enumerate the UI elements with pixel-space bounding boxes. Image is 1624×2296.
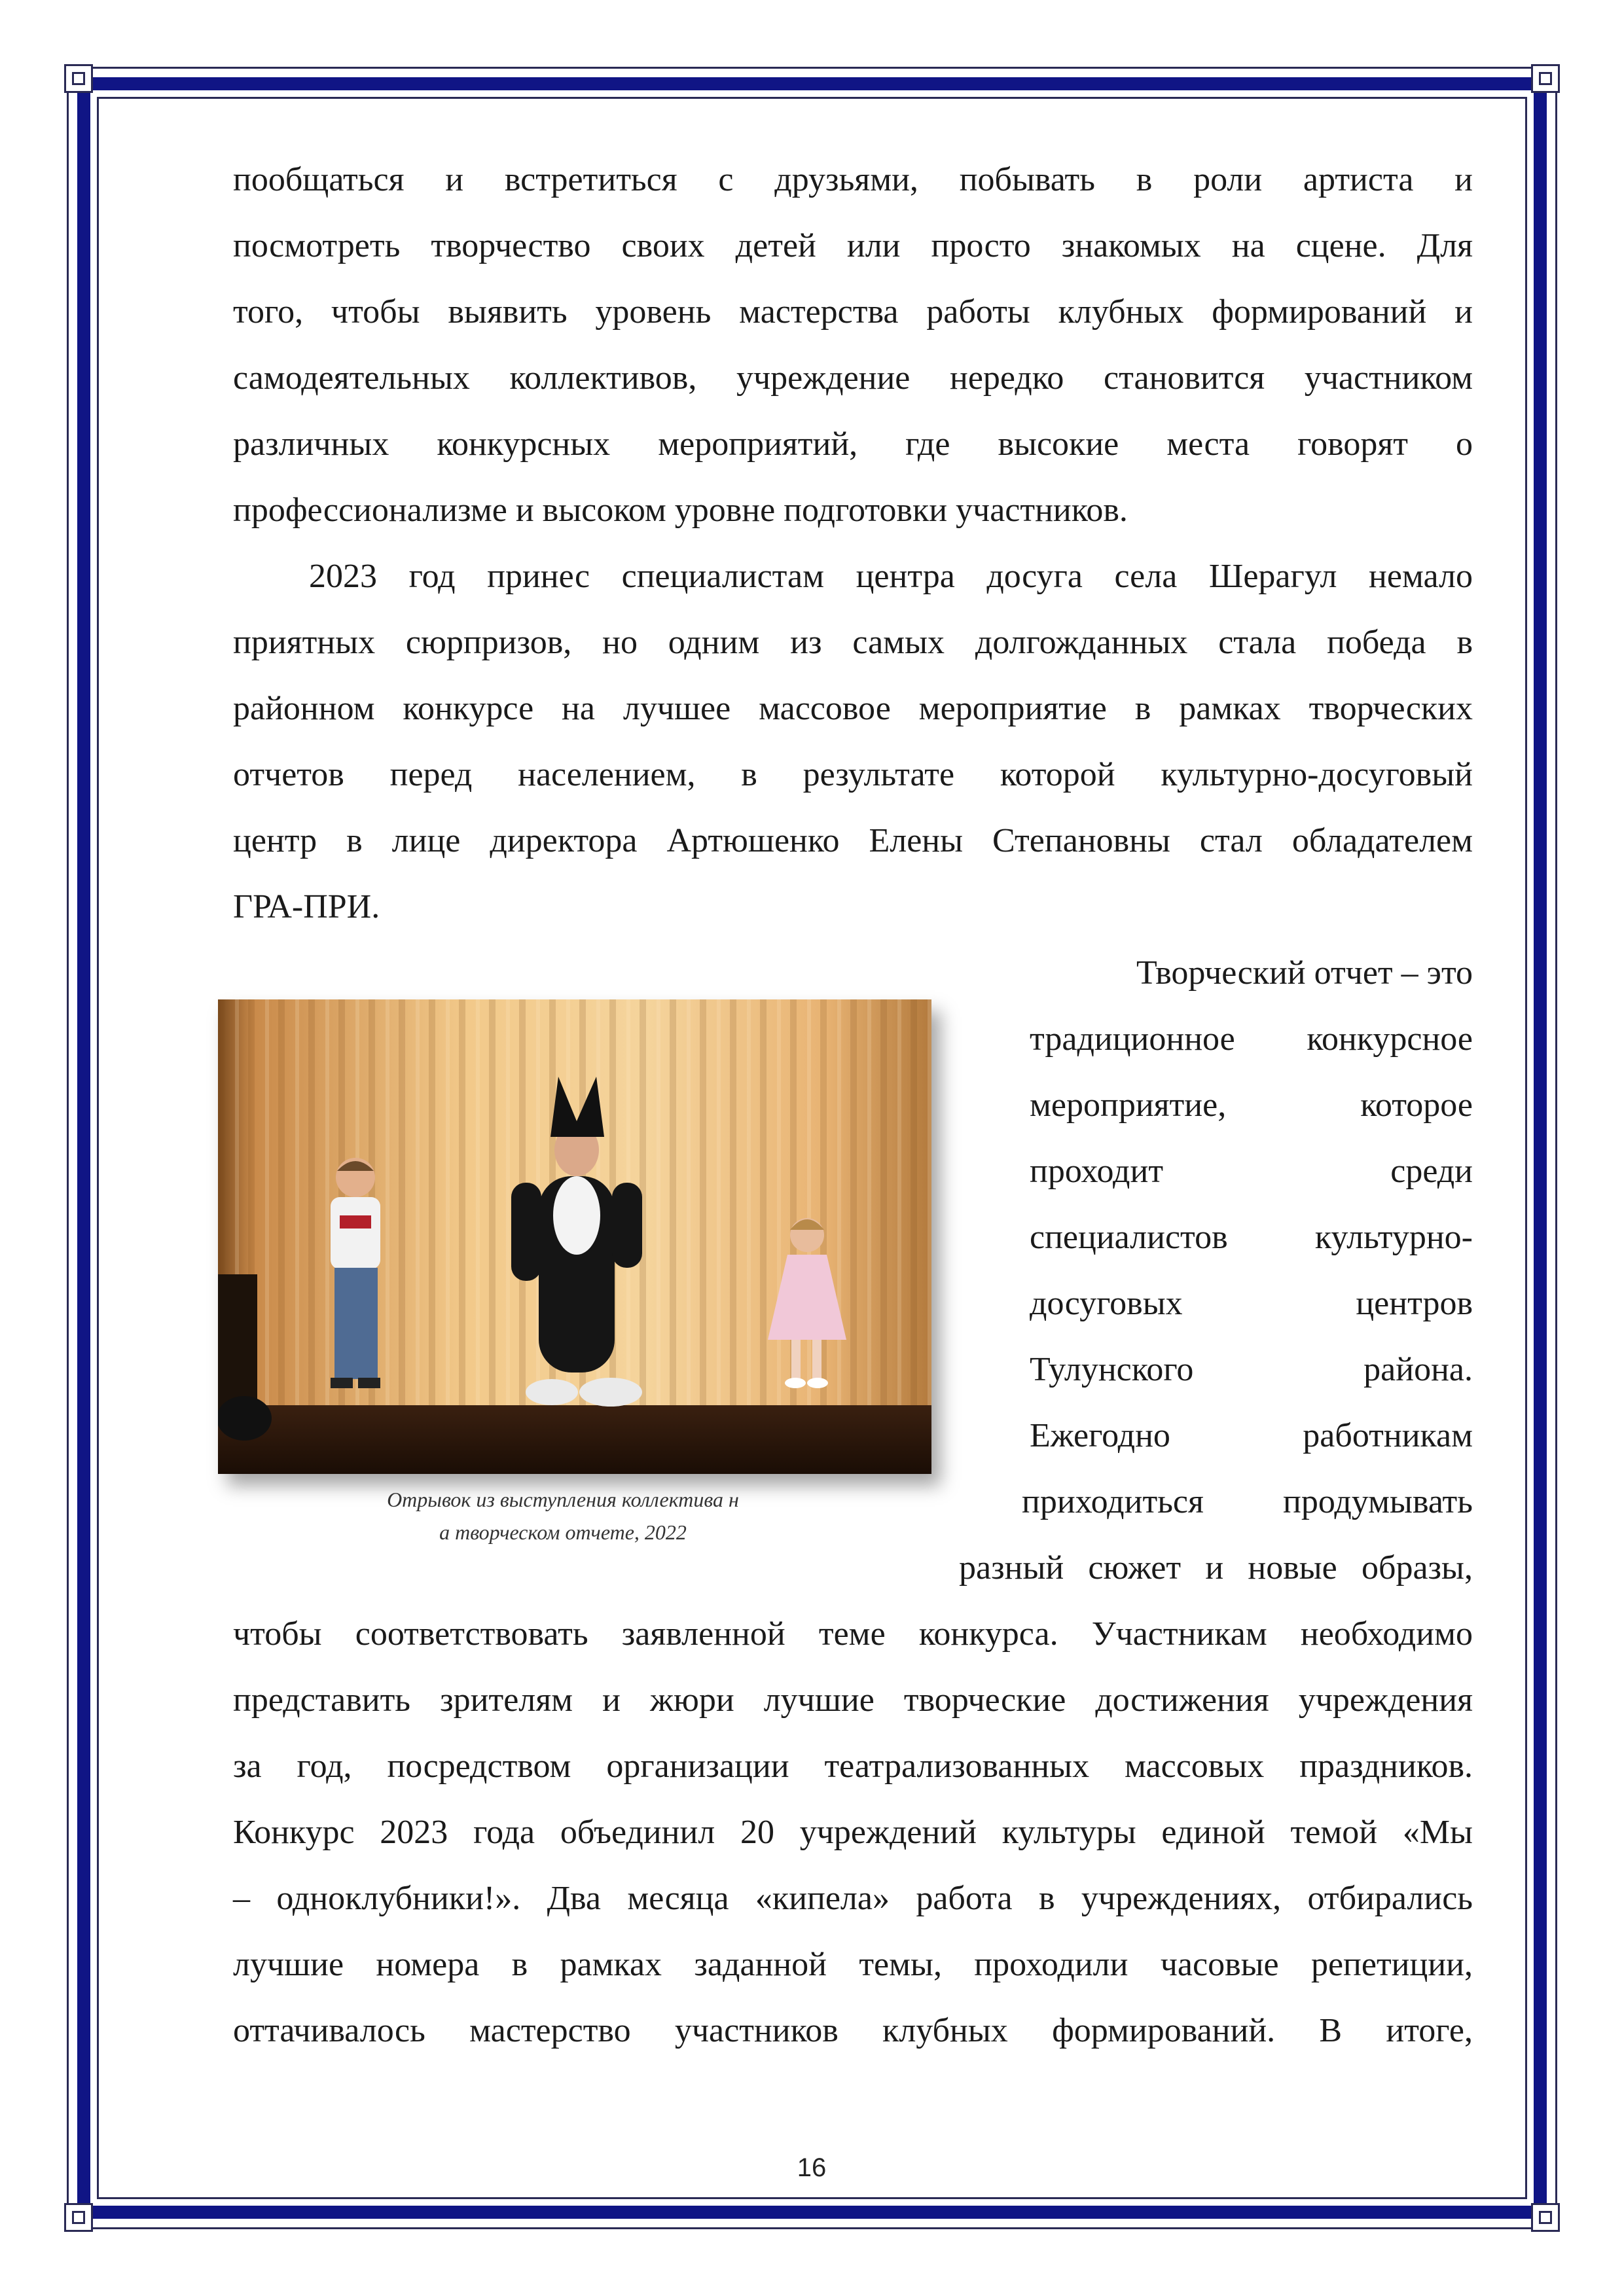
text-line: разный сюжет и новые образы, — [959, 1549, 1473, 1587]
stage-photo — [218, 999, 931, 1474]
text-line: за год, посредством организации театрализованных массовых праздников. — [233, 1748, 1473, 1785]
text-line: лучшие номера в рамках заданной темы, проходили часовые репетиции, — [233, 1946, 1473, 1983]
text-line: Тулунского района. — [1030, 1351, 1473, 1388]
text-line: самодеятельных коллективов, учреждение нередко становится участником — [233, 359, 1473, 397]
text-line: – одноклубники!». Два месяца «кипела» работа в учреждениях, отбирались — [233, 1880, 1473, 1917]
text-line: посмотреть творчество своих детей или просто знакомых на сцене. Для — [233, 227, 1473, 264]
corner-ornament — [1525, 58, 1566, 99]
text-line: досуговых центров — [1030, 1285, 1473, 1322]
text-line: оттачивалось мастерство участников клубных формирований. В итоге, — [233, 2012, 1473, 2049]
text-line: профессионализме и высоком уровне подготовки участников. — [233, 492, 1128, 529]
text-line: проходит среди — [1030, 1153, 1473, 1190]
text-line: пообщаться и встретиться с друзьями, побывать в роли артиста и — [233, 161, 1473, 198]
text-line: Творческий отчет – это — [1136, 954, 1473, 992]
text-line: приходиться продумывать — [1022, 1483, 1473, 1520]
text-line: традиционное конкурсное — [1030, 1020, 1473, 1058]
text-line: чтобы соответствовать заявленной теме конкурса. Участникам необходимо — [233, 1615, 1473, 1653]
text-line: того, чтобы выявить уровень мастерства работы клубных формирований и — [233, 293, 1473, 331]
text-line: центр в лице директора Артюшенко Елены Степановны стал обладателем — [233, 822, 1473, 859]
text-line: приятных сюрпризов, но одним из самых долгожданных стала победа в — [233, 624, 1473, 661]
text-line: Конкурс 2023 года объединил 20 учреждений культуры единой темой «Мы — [233, 1814, 1473, 1851]
text-line: Ежегодно работникам — [1030, 1417, 1473, 1454]
text-line: мероприятие, которое — [1030, 1086, 1473, 1124]
corner-ornament — [1525, 2197, 1566, 2238]
text-line: ГРА-ПРИ. — [233, 888, 380, 925]
text-line: представить зрителям и жюри лучшие творческие достижения учреждения — [233, 1681, 1473, 1719]
corner-ornament — [58, 58, 99, 99]
text-line: специалистов культурно- — [1030, 1219, 1473, 1256]
corner-ornament — [58, 2197, 99, 2238]
photo-caption-line: а творческом отчете, 2022 — [439, 1520, 687, 1544]
photo-caption-line: Отрывок из выступления коллектива н — [387, 1488, 739, 1511]
page-number: 16 — [797, 2153, 827, 2182]
text-line: районном конкурсе на лучшее массовое мероприятие в рамках творческих — [233, 690, 1473, 727]
text-line: различных конкурсных мероприятий, где высокие места говорят о — [233, 425, 1473, 463]
text-line: отчетов перед населением, в результате которой культурно-досуговый — [233, 756, 1473, 793]
text-line: 2023 год принес специалистам центра досуга села Шерагул немало — [309, 558, 1473, 595]
